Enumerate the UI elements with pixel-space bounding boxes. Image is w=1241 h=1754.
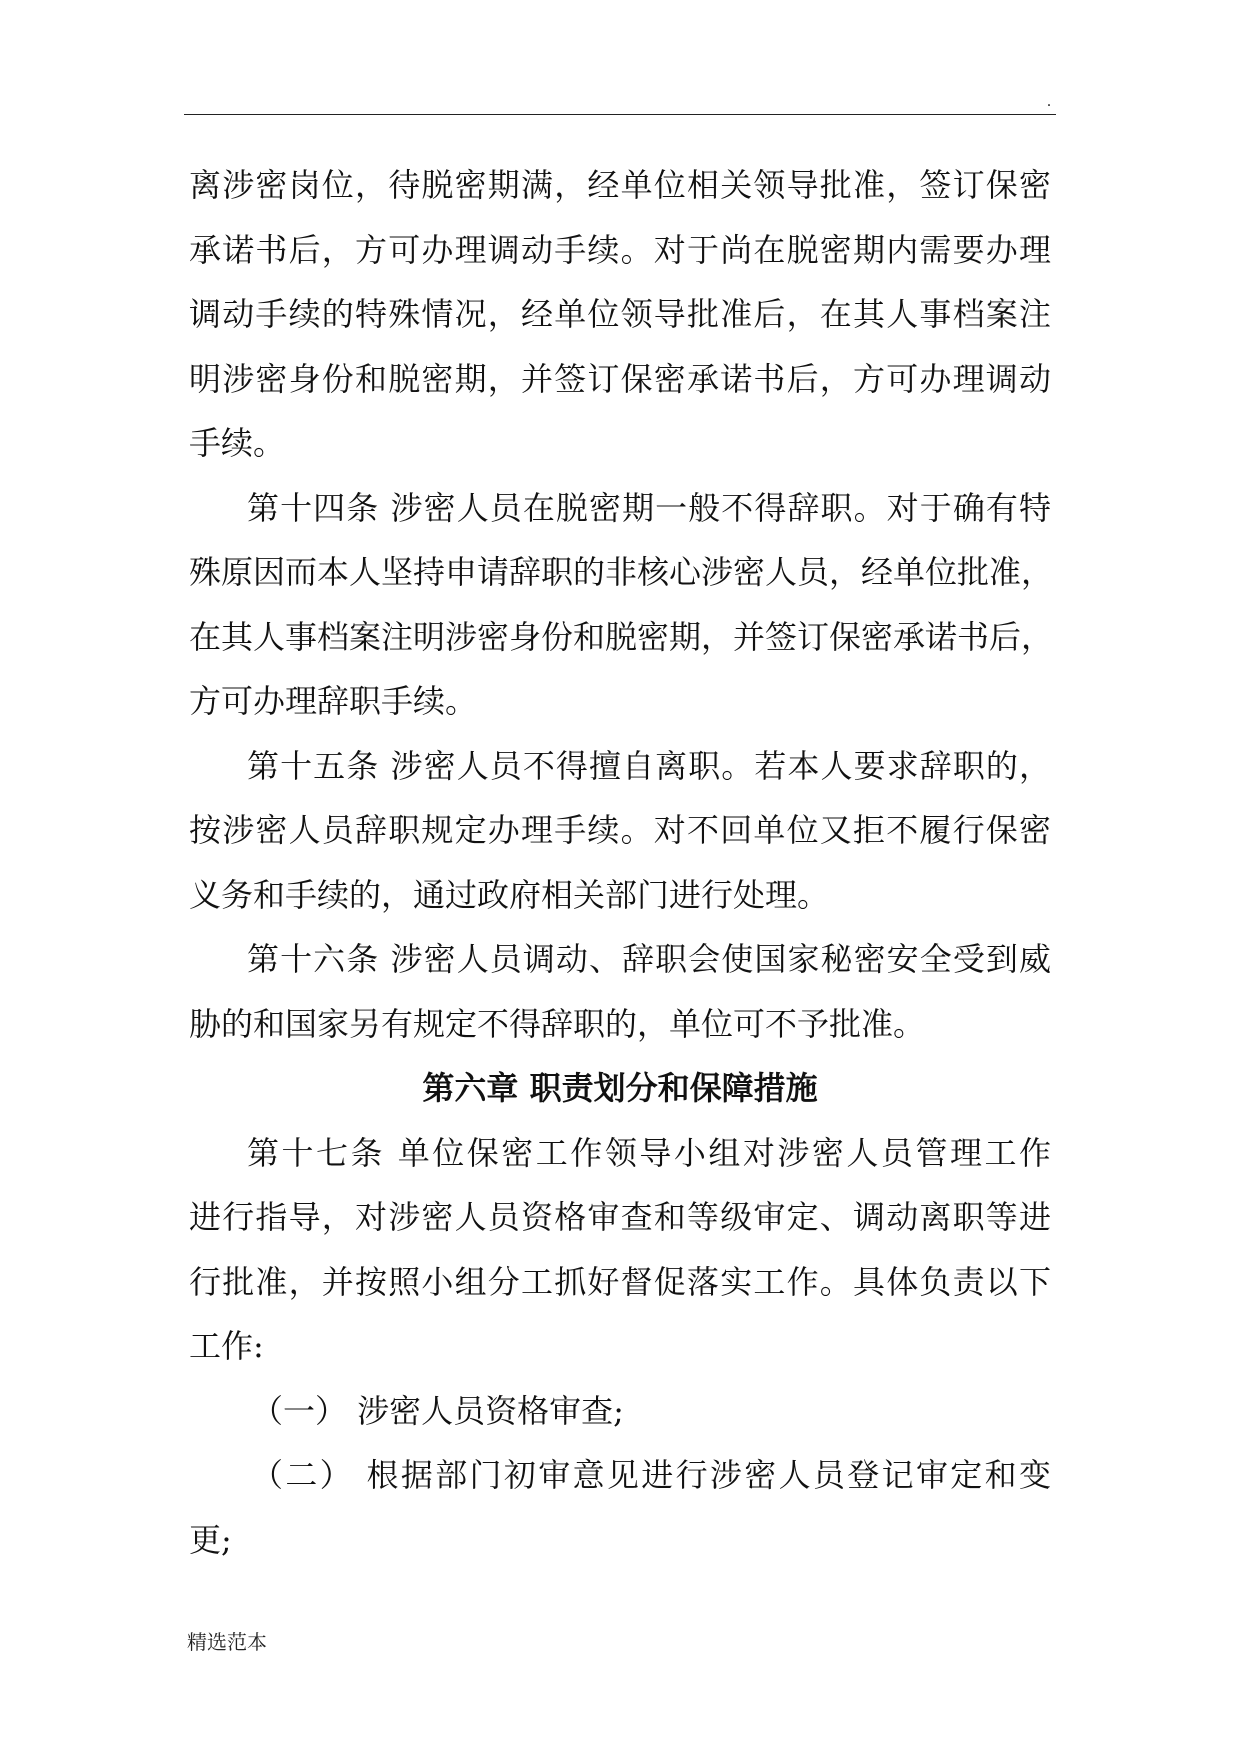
text-line: 第十五条 涉密人员不得擅自离职。若本人要求辞职的， — [247, 746, 1051, 785]
text-line: 第十六条 涉密人员调动、辞职会使国家秘密安全受到威 — [247, 940, 1051, 978]
text-line: 按涉密人员辞职规定办理手续。对不回单位又拒不履行保密 — [189, 811, 1051, 849]
text-line: 更; — [189, 1520, 232, 1559]
text-line: 在其人事档案注明涉密身份和脱密期，并签订保密承诺书后， — [189, 617, 1054, 656]
text-line: 殊原因而本人坚持申请辞职的非核心涉密人员，经单位批准， — [189, 553, 1054, 591]
document-body — [189, 153, 1054, 1572]
text-line: 离涉密岗位，待脱密期满，经单位相关领导批准，签订保密 — [189, 166, 1051, 204]
text-line: 方可办理辞职手续。 — [189, 682, 478, 720]
text-line: （二） 根据部门初审意见进行涉密人员登记审定和变 — [251, 1456, 1051, 1494]
text-line: 手续。 — [189, 424, 286, 462]
text-line: 承诺书后，方可办理调动手续。对于尚在脱密期内需要办理 — [189, 230, 1051, 269]
text-line: 行批准，并按照小组分工抓好督促落实工作。具体负责以下 — [189, 1262, 1051, 1301]
text-line: 胁的和国家另有规定不得辞职的，单位可不予批准。 — [189, 1004, 926, 1043]
text-line: 进行指导，对涉密人员资格审查和等级审定、调动离职等进 — [189, 1198, 1051, 1236]
header-mark: . — [1047, 93, 1051, 110]
header-rule — [184, 114, 1056, 115]
text-line: 第十七条 单位保密工作领导小组对涉密人员管理工作 — [247, 1133, 1051, 1172]
text-line: 明涉密身份和脱密期，并签订保密承诺书后，方可办理调动 — [189, 359, 1051, 398]
text-line: 工作: — [189, 1327, 264, 1365]
text-line: 第十四条 涉密人员在脱密期一般不得辞职。对于确有特 — [247, 488, 1051, 527]
chapter-heading: 第六章 职责划分和保障措施 — [422, 1069, 818, 1107]
text-line: （一） 涉密人员资格审查; — [251, 1391, 624, 1430]
text-line: 义务和手续的，通过政府相关部门进行处理。 — [189, 875, 830, 914]
text-line: 调动手续的特殊情况，经单位领导批准后，在其人事档案注 — [189, 295, 1051, 333]
footer-text: 精选范本 — [187, 1630, 267, 1654]
